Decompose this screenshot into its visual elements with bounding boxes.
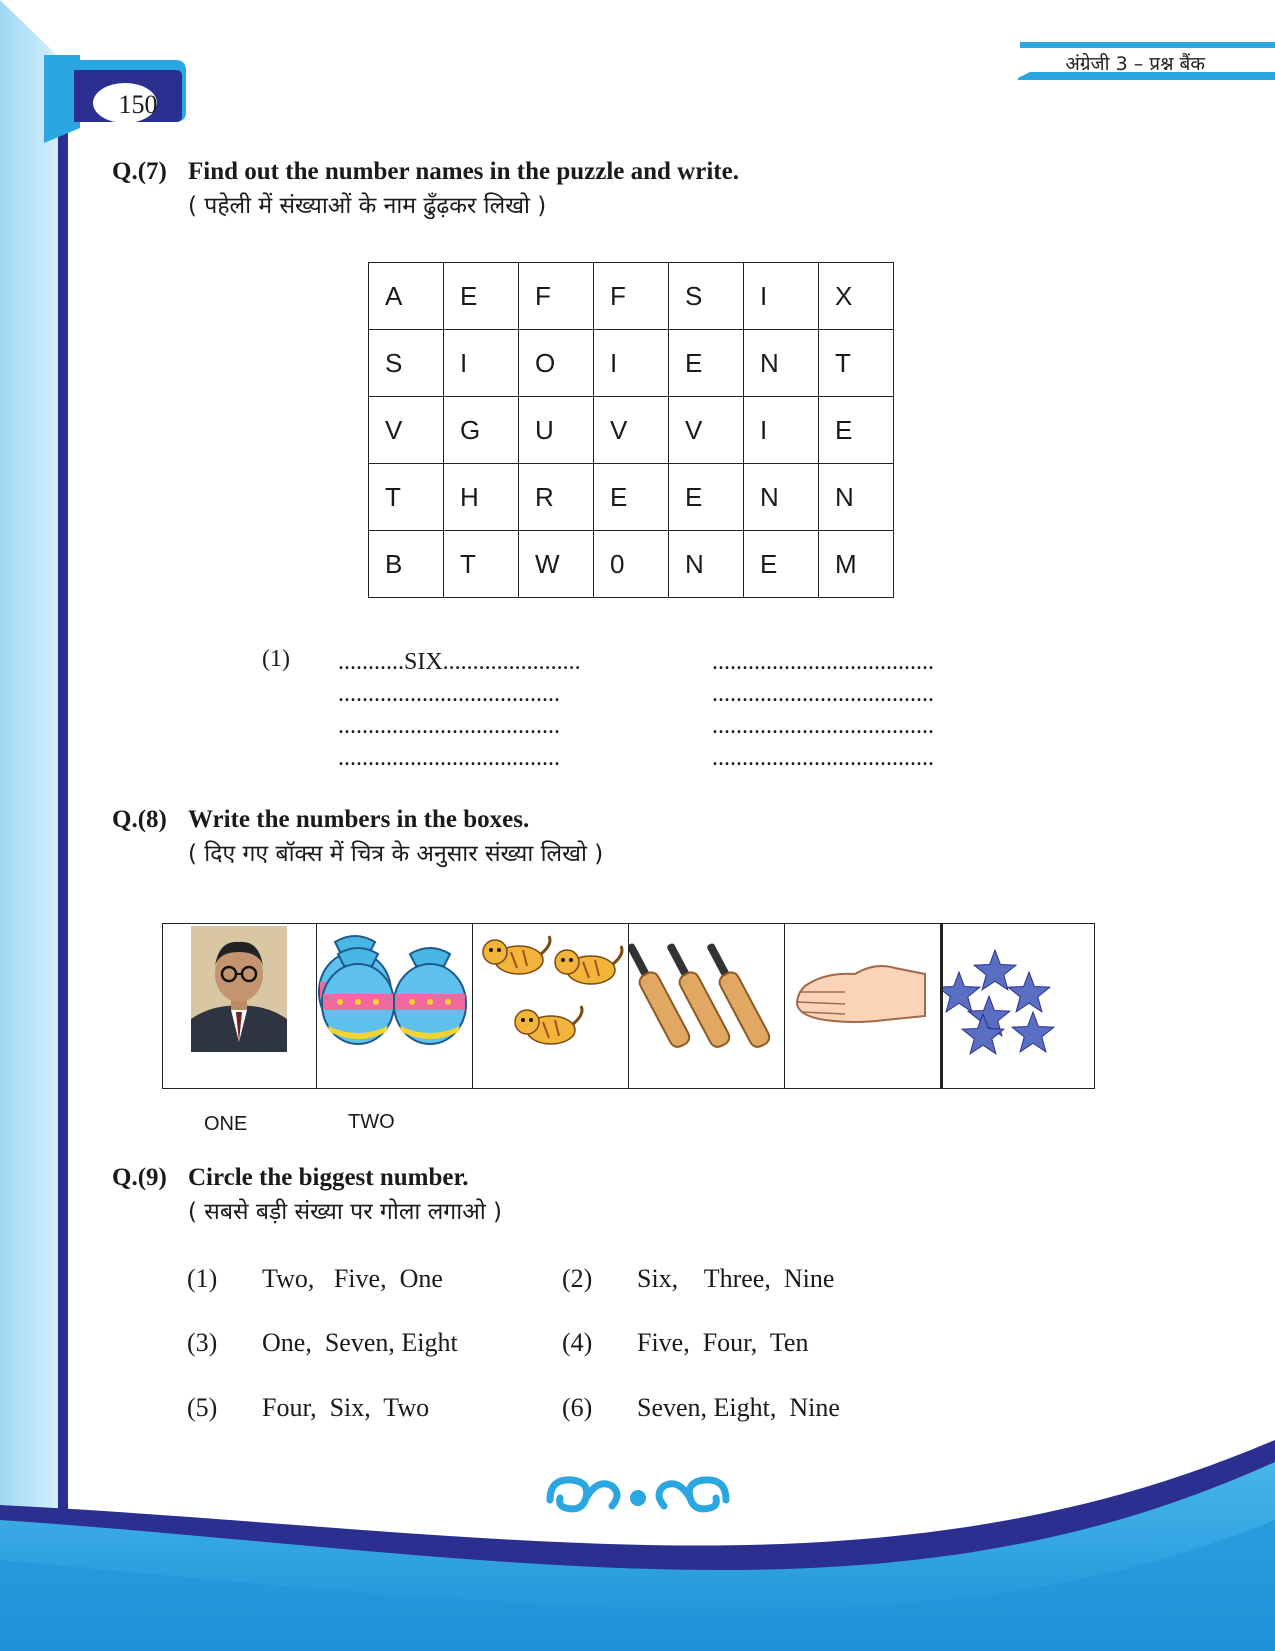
picture-box-cats	[473, 923, 629, 1089]
option-num: (3)	[187, 1328, 218, 1357]
puzzle-row	[369, 464, 894, 531]
puzzle-cell[interactable]: T	[819, 330, 894, 397]
picture-box-stars	[941, 923, 1095, 1089]
box-label-one: ONE	[204, 1113, 248, 1135]
puzzle-cell[interactable]: I	[594, 330, 669, 397]
puzzle-cell[interactable]: W	[519, 531, 594, 598]
puzzle-cell[interactable]: O	[519, 330, 594, 397]
q7-answer-col-right	[712, 646, 934, 774]
q7-answer-col-left	[338, 646, 581, 774]
puzzle-cell[interactable]: G	[444, 397, 519, 464]
answer-line[interactable]: .....................................	[712, 681, 934, 707]
puzzle-cell[interactable]: S	[669, 263, 744, 330]
option-text[interactable]: One, Seven, Eight	[262, 1328, 458, 1357]
stars-image	[943, 924, 1097, 1090]
star-icon	[1012, 1012, 1054, 1052]
puzzle-cell[interactable]: E	[669, 330, 744, 397]
pots-image	[317, 924, 473, 1090]
puzzle-cell[interactable]: F	[519, 263, 594, 330]
puzzle-cell[interactable]: N	[744, 464, 819, 531]
puzzle-cell[interactable]: R	[519, 464, 594, 531]
puzzle-cell[interactable]: V	[669, 397, 744, 464]
option-num: (6)	[562, 1393, 593, 1422]
puzzle-cell[interactable]: N	[819, 464, 894, 531]
puzzle-row	[369, 263, 894, 330]
option-num: (4)	[562, 1328, 593, 1357]
star-icon	[974, 950, 1016, 990]
picture-boxes	[162, 923, 1095, 1089]
puzzle-cell[interactable]: S	[369, 330, 444, 397]
option-num: (1)	[187, 1264, 218, 1293]
picture-box-hand	[785, 923, 941, 1089]
portrait-image	[163, 924, 318, 1090]
q7-title: Find out the number names in the puzzle and write.	[188, 158, 739, 185]
picture-box-bats	[629, 923, 785, 1089]
bats-image	[629, 924, 785, 1090]
puzzle-row	[369, 330, 894, 397]
option-text[interactable]: Seven, Eight, Nine	[637, 1393, 840, 1422]
word-puzzle-grid	[368, 262, 894, 598]
answer-line[interactable]: ...........SIX.......................	[338, 649, 581, 675]
picture-box-portrait	[162, 923, 317, 1089]
answer-line[interactable]: .....................................	[338, 681, 560, 707]
q9-title: Circle the biggest number.	[188, 1164, 469, 1191]
puzzle-cell[interactable]: T	[369, 464, 444, 531]
puzzle-cell[interactable]: X	[819, 263, 894, 330]
cats-image	[473, 924, 629, 1090]
q9-hindi: ( सबसे बड़ी संख्या पर गोला लगाओ )	[188, 1199, 503, 1225]
puzzle-cell[interactable]: I	[444, 330, 519, 397]
puzzle-cell[interactable]: 0	[594, 531, 669, 598]
star-icon	[1008, 972, 1050, 1012]
puzzle-cell[interactable]: E	[669, 464, 744, 531]
q8-heading	[112, 806, 603, 868]
puzzle-cell[interactable]: N	[744, 330, 819, 397]
puzzle-cell[interactable]: U	[519, 397, 594, 464]
puzzle-cell[interactable]: A	[369, 263, 444, 330]
answer-line[interactable]: .....................................	[338, 713, 560, 739]
q8-hindi: ( दिए गए बॉक्स में चित्र के अनुसार संख्या लिखो )	[188, 841, 604, 867]
box-label-two: TWO	[348, 1111, 395, 1133]
answer-line[interactable]: .....................................	[712, 649, 934, 675]
puzzle-cell[interactable]: E	[744, 531, 819, 598]
option-num: (5)	[187, 1393, 218, 1422]
q7-answer-label: (1)	[262, 646, 290, 672]
puzzle-row	[369, 531, 894, 598]
puzzle-cell[interactable]: I	[744, 263, 819, 330]
ornament-icon	[540, 1470, 736, 1520]
puzzle-row	[369, 397, 894, 464]
puzzle-cell[interactable]: E	[819, 397, 894, 464]
puzzle-cell[interactable]: V	[369, 397, 444, 464]
q8-title: Write the numbers in the boxes.	[188, 806, 530, 833]
puzzle-cell[interactable]: T	[444, 531, 519, 598]
option-text[interactable]: Four, Six, Two	[262, 1393, 430, 1422]
puzzle-cell[interactable]: V	[594, 397, 669, 464]
puzzle-cell[interactable]: E	[444, 263, 519, 330]
q7-heading	[112, 158, 739, 220]
q9-heading	[112, 1164, 502, 1226]
header-title: अंग्रेजी 3 – प्रश्न बैंक	[1065, 53, 1205, 75]
answer-line[interactable]: .....................................	[338, 745, 560, 771]
option-text[interactable]: Two, Five, One	[262, 1264, 443, 1293]
star-icon	[943, 972, 980, 1012]
option-text[interactable]: Five, Four, Ten	[637, 1328, 809, 1357]
option-text[interactable]: Six, Three, Nine	[637, 1264, 835, 1293]
puzzle-cell[interactable]: B	[369, 531, 444, 598]
puzzle-cell[interactable]: H	[444, 464, 519, 531]
puzzle-cell[interactable]: I	[744, 397, 819, 464]
hand-image	[785, 924, 941, 1090]
picture-box-pots	[317, 923, 473, 1089]
q8-label: Q.(8)	[112, 806, 167, 833]
puzzle-cell[interactable]: F	[594, 263, 669, 330]
puzzle-cell[interactable]: E	[594, 464, 669, 531]
puzzle-cell[interactable]: N	[669, 531, 744, 598]
q7-hindi: ( पहेली में संख्याओं के नाम ढुँढ़कर लिखो )	[188, 193, 547, 219]
q9-label: Q.(9)	[112, 1164, 167, 1191]
page-number: 150	[118, 90, 158, 119]
answer-line[interactable]: .....................................	[712, 745, 934, 771]
answer-line[interactable]: .....................................	[712, 713, 934, 739]
option-num: (2)	[562, 1264, 593, 1293]
puzzle-cell[interactable]: M	[819, 531, 894, 598]
q7-label: Q.(7)	[112, 158, 167, 185]
